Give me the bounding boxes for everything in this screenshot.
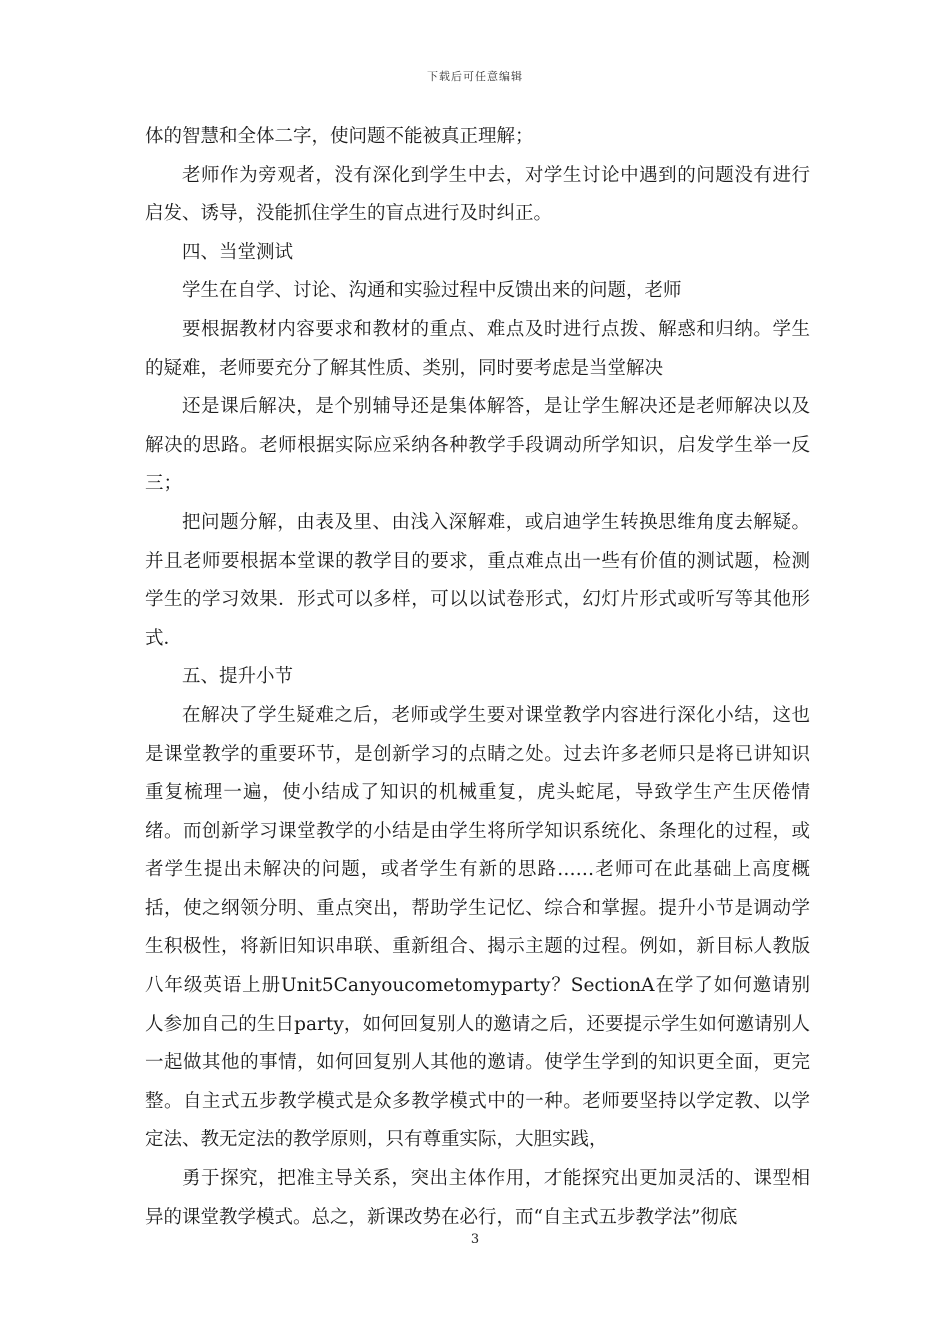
paragraph: 老师作为旁观者，没有深化到学生中去，对学生讨论中遇到的问题没有进行启发、诱导，没能抓住学生的盲点进行及时纠正。 (145, 164, 810, 225)
paragraph: 在解决了学生疑难之后，老师或学生要对课堂教学内容进行深化小结，这也是课堂教学的重要环节，是创新学习的点睛之处。过去许多老师只是将已讲知识重复梳理一遍，使小结成了知识的机械重复，虎头蛇尾，导致学生产生厌倦情绪。而创新学习课堂教学的小结是由学生将所学知识系统化、条理化的过程，或者学生提出未解决的问题，或者学生有新的思路……老师可在此基础上高度概括，使之纲领分明、重点突出，帮助学生记忆、综合和掌握。提升小节是调动学生积极性，将新旧知识串联、重新组合、揭示主题的过程。例如，新目标人教版八年级英语上册Unit5Canyoucometomyparty？SectionA在学了如何邀请别人参加自己的生日party，如何回复别人的邀请之后，还要提示学生如何邀请别人一起做其他的事情，如何回复别人其他的邀请。使学生学到的知识更全面，更完整。自主式五步教学模式是众多教学模式中的一种。老师要坚持以学定教、以学定法、教无定法的教学原则，只有尊重实际，大胆实践， (145, 704, 810, 1151)
section-heading-summary: 五、提升小节 (182, 666, 294, 688)
paragraph: 体的智慧和全体二字，使问题不能被真正理解； (145, 126, 534, 147)
paragraph: 勇于探究，把准主导关系，突出主体作用，才能探究出更加灵活的、课型相异的课堂教学模式。总之，新课改势在必行，而“自主式五步教学法”彻底 (145, 1168, 810, 1228)
document-body (145, 118, 810, 1237)
page-number: 3 (470, 1232, 480, 1247)
paragraph: 要根据教材内容要求和教材的重点、难点及时进行点拨、解惑和归纳。学生的疑难，老师要充分了解其性质、类别，同时要考虑是当堂解决 (145, 318, 810, 379)
section-heading-test: 四、当堂测试 (182, 241, 294, 263)
paragraph: 把问题分解，由表及里、由浅入深解难，或启迪学生转换思维角度去解疑。并且老师要根据本堂课的教学目的要求，重点难点出一些有价值的测试题，检测学生的学习效果．形式可以多样，可以以试卷形式，幻灯片形式或听写等其他形式． (145, 511, 810, 649)
page-header: 下载后可任意编辑 (427, 70, 523, 83)
paragraph: 学生在自学、讨论、沟通和实验过程中反馈出来的问题，老师 (182, 280, 682, 302)
paragraph: 还是课后解决，是个别辅导还是集体解答，是让学生解决还是老师解决以及解决的思路。老师根据实际应采纳各种教学手段调动所学知识，启发学生举一反三； (145, 396, 810, 495)
